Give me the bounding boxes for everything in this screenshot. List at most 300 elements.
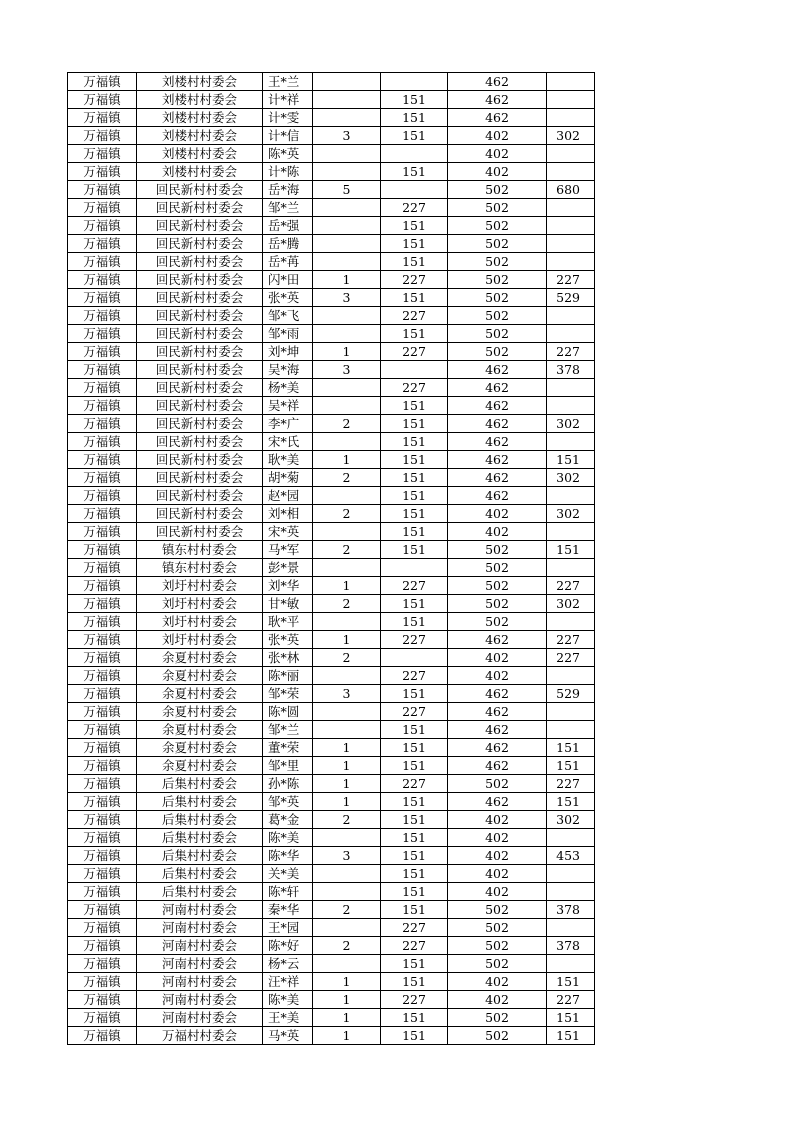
town-cell: 万福镇 <box>68 109 137 127</box>
town-cell: 万福镇 <box>68 613 137 631</box>
name-cell: 陈*英 <box>263 145 313 163</box>
value-b-cell: 502 <box>448 613 547 631</box>
table-row <box>68 631 595 649</box>
value-b-cell: 502 <box>448 343 547 361</box>
name-cell: 计*雯 <box>263 109 313 127</box>
count-cell: 1 <box>313 991 381 1009</box>
value-a-cell: 151 <box>381 163 448 181</box>
value-b-cell: 402 <box>448 829 547 847</box>
name-cell: 马*军 <box>263 541 313 559</box>
town-cell: 万福镇 <box>68 127 137 145</box>
name-cell: 董*荣 <box>263 739 313 757</box>
table-row <box>68 757 595 775</box>
town-cell: 万福镇 <box>68 253 137 271</box>
town-cell: 万福镇 <box>68 163 137 181</box>
town-cell: 万福镇 <box>68 991 137 1009</box>
table-row <box>68 163 595 181</box>
total-cell <box>547 325 595 343</box>
town-cell: 万福镇 <box>68 91 137 109</box>
total-cell <box>547 919 595 937</box>
town-cell: 万福镇 <box>68 523 137 541</box>
total-cell: 227 <box>547 649 595 667</box>
value-b-cell: 502 <box>448 559 547 577</box>
table-row <box>68 343 595 361</box>
town-cell: 万福镇 <box>68 829 137 847</box>
name-cell: 刘*相 <box>263 505 313 523</box>
count-cell <box>313 235 381 253</box>
village-cell: 回民新村村委会 <box>137 433 263 451</box>
table-row <box>68 1027 595 1045</box>
town-cell: 万福镇 <box>68 811 137 829</box>
village-cell: 后集村村委会 <box>137 775 263 793</box>
village-cell: 余夏村村委会 <box>137 721 263 739</box>
value-b-cell: 462 <box>448 451 547 469</box>
table-row <box>68 685 595 703</box>
value-a-cell: 151 <box>381 595 448 613</box>
value-b-cell: 502 <box>448 307 547 325</box>
table-row <box>68 739 595 757</box>
table-row <box>68 199 595 217</box>
village-cell: 回民新村村委会 <box>137 253 263 271</box>
name-cell: 邹*英 <box>263 793 313 811</box>
total-cell <box>547 73 595 91</box>
total-cell <box>547 703 595 721</box>
total-cell: 529 <box>547 289 595 307</box>
name-cell: 秦*华 <box>263 901 313 919</box>
village-cell: 余夏村村委会 <box>137 667 263 685</box>
value-a-cell: 151 <box>381 757 448 775</box>
count-cell <box>313 703 381 721</box>
count-cell <box>313 145 381 163</box>
village-cell: 河南村村委会 <box>137 955 263 973</box>
count-cell: 2 <box>313 901 381 919</box>
name-cell: 陈*华 <box>263 847 313 865</box>
count-cell: 1 <box>313 451 381 469</box>
town-cell: 万福镇 <box>68 379 137 397</box>
value-a-cell: 151 <box>381 721 448 739</box>
village-cell: 河南村村委会 <box>137 1009 263 1027</box>
town-cell: 万福镇 <box>68 469 137 487</box>
table-row <box>68 703 595 721</box>
value-b-cell: 502 <box>448 1009 547 1027</box>
village-cell: 回民新村村委会 <box>137 289 263 307</box>
village-cell: 后集村村委会 <box>137 883 263 901</box>
town-cell: 万福镇 <box>68 541 137 559</box>
village-cell: 刘圩村村委会 <box>137 613 263 631</box>
count-cell: 3 <box>313 127 381 145</box>
village-cell: 回民新村村委会 <box>137 397 263 415</box>
value-a-cell: 227 <box>381 307 448 325</box>
table-row <box>68 793 595 811</box>
count-cell: 1 <box>313 739 381 757</box>
value-a-cell: 151 <box>381 109 448 127</box>
name-cell: 宋*氏 <box>263 433 313 451</box>
table-row <box>68 613 595 631</box>
village-cell: 镇东村村委会 <box>137 541 263 559</box>
value-b-cell: 462 <box>448 415 547 433</box>
town-cell: 万福镇 <box>68 1009 137 1027</box>
value-a-cell: 227 <box>381 631 448 649</box>
value-b-cell: 462 <box>448 73 547 91</box>
value-a-cell <box>381 649 448 667</box>
value-a-cell: 227 <box>381 775 448 793</box>
total-cell: 151 <box>547 541 595 559</box>
village-cell: 余夏村村委会 <box>137 757 263 775</box>
total-cell: 151 <box>547 973 595 991</box>
value-a-cell: 151 <box>381 793 448 811</box>
value-b-cell: 402 <box>448 883 547 901</box>
value-a-cell: 151 <box>381 289 448 307</box>
total-cell <box>547 235 595 253</box>
town-cell: 万福镇 <box>68 451 137 469</box>
value-a-cell: 151 <box>381 217 448 235</box>
value-b-cell: 502 <box>448 919 547 937</box>
value-a-cell: 151 <box>381 487 448 505</box>
town-cell: 万福镇 <box>68 235 137 253</box>
total-cell: 680 <box>547 181 595 199</box>
total-cell: 378 <box>547 901 595 919</box>
town-cell: 万福镇 <box>68 667 137 685</box>
value-a-cell: 151 <box>381 883 448 901</box>
name-cell: 张*林 <box>263 649 313 667</box>
value-b-cell: 502 <box>448 235 547 253</box>
count-cell: 3 <box>313 685 381 703</box>
value-b-cell: 502 <box>448 325 547 343</box>
town-cell: 万福镇 <box>68 487 137 505</box>
table-row <box>68 73 595 91</box>
village-cell: 刘楼村村委会 <box>137 127 263 145</box>
total-cell: 227 <box>547 343 595 361</box>
village-cell: 刘楼村村委会 <box>137 109 263 127</box>
village-cell: 刘楼村村委会 <box>137 145 263 163</box>
total-cell: 529 <box>547 685 595 703</box>
value-b-cell: 462 <box>448 379 547 397</box>
village-cell: 余夏村村委会 <box>137 685 263 703</box>
total-cell: 302 <box>547 127 595 145</box>
total-cell: 378 <box>547 937 595 955</box>
name-cell: 甘*敏 <box>263 595 313 613</box>
count-cell: 1 <box>313 271 381 289</box>
value-b-cell: 462 <box>448 469 547 487</box>
village-cell: 回民新村村委会 <box>137 199 263 217</box>
village-cell: 回民新村村委会 <box>137 181 263 199</box>
value-a-cell: 151 <box>381 523 448 541</box>
count-cell <box>313 667 381 685</box>
total-cell <box>547 487 595 505</box>
value-a-cell: 227 <box>381 343 448 361</box>
count-cell <box>313 253 381 271</box>
count-cell: 2 <box>313 811 381 829</box>
village-cell: 回民新村村委会 <box>137 379 263 397</box>
value-a-cell: 227 <box>381 667 448 685</box>
table-row <box>68 775 595 793</box>
total-cell: 378 <box>547 361 595 379</box>
table-row <box>68 181 595 199</box>
town-cell: 万福镇 <box>68 793 137 811</box>
total-cell: 227 <box>547 775 595 793</box>
table-row <box>68 829 595 847</box>
town-cell: 万福镇 <box>68 883 137 901</box>
village-cell: 刘楼村村委会 <box>137 163 263 181</box>
total-cell <box>547 109 595 127</box>
value-a-cell: 151 <box>381 829 448 847</box>
value-a-cell: 151 <box>381 325 448 343</box>
name-cell: 葛*金 <box>263 811 313 829</box>
town-cell: 万福镇 <box>68 847 137 865</box>
value-a-cell: 151 <box>381 415 448 433</box>
value-b-cell: 462 <box>448 91 547 109</box>
value-b-cell: 502 <box>448 289 547 307</box>
table-row <box>68 811 595 829</box>
count-cell: 2 <box>313 505 381 523</box>
count-cell <box>313 217 381 235</box>
count-cell <box>313 523 381 541</box>
count-cell <box>313 829 381 847</box>
total-cell: 151 <box>547 739 595 757</box>
name-cell: 陈*美 <box>263 829 313 847</box>
name-cell: 耿*平 <box>263 613 313 631</box>
value-a-cell: 151 <box>381 469 448 487</box>
total-cell <box>547 613 595 631</box>
value-b-cell: 462 <box>448 487 547 505</box>
value-a-cell: 151 <box>381 1009 448 1027</box>
village-cell: 回民新村村委会 <box>137 451 263 469</box>
total-cell: 151 <box>547 757 595 775</box>
name-cell: 刘*坤 <box>263 343 313 361</box>
village-cell: 后集村村委会 <box>137 793 263 811</box>
total-cell <box>547 91 595 109</box>
total-cell: 227 <box>547 991 595 1009</box>
town-cell: 万福镇 <box>68 505 137 523</box>
town-cell: 万福镇 <box>68 739 137 757</box>
town-cell: 万福镇 <box>68 181 137 199</box>
value-a-cell: 227 <box>381 919 448 937</box>
count-cell: 1 <box>313 793 381 811</box>
name-cell: 王*园 <box>263 919 313 937</box>
name-cell: 吴*海 <box>263 361 313 379</box>
table-row <box>68 865 595 883</box>
name-cell: 杨*云 <box>263 955 313 973</box>
table-row <box>68 649 595 667</box>
count-cell: 5 <box>313 181 381 199</box>
town-cell: 万福镇 <box>68 577 137 595</box>
total-cell: 453 <box>547 847 595 865</box>
village-cell: 余夏村村委会 <box>137 649 263 667</box>
value-b-cell: 402 <box>448 991 547 1009</box>
value-b-cell: 462 <box>448 361 547 379</box>
total-cell <box>547 145 595 163</box>
table-row <box>68 523 595 541</box>
total-cell: 302 <box>547 811 595 829</box>
table-row <box>68 901 595 919</box>
name-cell: 陈*圆 <box>263 703 313 721</box>
value-b-cell: 502 <box>448 199 547 217</box>
town-cell: 万福镇 <box>68 595 137 613</box>
count-cell: 1 <box>313 1027 381 1045</box>
name-cell: 杨*美 <box>263 379 313 397</box>
name-cell: 彭*景 <box>263 559 313 577</box>
table-row <box>68 505 595 523</box>
value-a-cell <box>381 145 448 163</box>
count-cell: 1 <box>313 631 381 649</box>
total-cell <box>547 667 595 685</box>
table-row <box>68 271 595 289</box>
table-row <box>68 307 595 325</box>
count-cell <box>313 721 381 739</box>
table-row <box>68 721 595 739</box>
table-row <box>68 955 595 973</box>
village-cell: 回民新村村委会 <box>137 361 263 379</box>
name-cell: 耿*美 <box>263 451 313 469</box>
town-cell: 万福镇 <box>68 901 137 919</box>
value-b-cell: 402 <box>448 523 547 541</box>
name-cell: 岳*苒 <box>263 253 313 271</box>
value-a-cell: 227 <box>381 379 448 397</box>
village-cell: 余夏村村委会 <box>137 703 263 721</box>
value-b-cell: 402 <box>448 847 547 865</box>
table-row <box>68 235 595 253</box>
value-a-cell <box>381 73 448 91</box>
table-row <box>68 1009 595 1027</box>
village-cell: 回民新村村委会 <box>137 307 263 325</box>
total-cell <box>547 721 595 739</box>
village-cell: 万福村村委会 <box>137 1027 263 1045</box>
name-cell: 孙*陈 <box>263 775 313 793</box>
value-a-cell: 151 <box>381 613 448 631</box>
name-cell: 汪*祥 <box>263 973 313 991</box>
table-row <box>68 145 595 163</box>
table-row <box>68 109 595 127</box>
count-cell: 1 <box>313 775 381 793</box>
value-a-cell: 151 <box>381 397 448 415</box>
count-cell: 1 <box>313 343 381 361</box>
town-cell: 万福镇 <box>68 955 137 973</box>
count-cell <box>313 379 381 397</box>
village-cell: 后集村村委会 <box>137 829 263 847</box>
town-cell: 万福镇 <box>68 361 137 379</box>
total-cell: 151 <box>547 1027 595 1045</box>
total-cell <box>547 955 595 973</box>
value-b-cell: 502 <box>448 901 547 919</box>
value-a-cell: 151 <box>381 811 448 829</box>
value-a-cell: 227 <box>381 703 448 721</box>
value-b-cell: 502 <box>448 937 547 955</box>
count-cell <box>313 955 381 973</box>
count-cell <box>313 307 381 325</box>
town-cell: 万福镇 <box>68 631 137 649</box>
value-b-cell: 462 <box>448 757 547 775</box>
value-b-cell: 462 <box>448 433 547 451</box>
value-b-cell: 402 <box>448 649 547 667</box>
value-a-cell: 151 <box>381 739 448 757</box>
count-cell <box>313 325 381 343</box>
town-cell: 万福镇 <box>68 145 137 163</box>
town-cell: 万福镇 <box>68 433 137 451</box>
count-cell <box>313 109 381 127</box>
value-a-cell: 151 <box>381 955 448 973</box>
town-cell: 万福镇 <box>68 1027 137 1045</box>
total-cell: 302 <box>547 505 595 523</box>
town-cell: 万福镇 <box>68 685 137 703</box>
table-row <box>68 667 595 685</box>
table-row <box>68 127 595 145</box>
count-cell <box>313 919 381 937</box>
village-cell: 回民新村村委会 <box>137 523 263 541</box>
count-cell <box>313 613 381 631</box>
town-cell: 万福镇 <box>68 865 137 883</box>
value-a-cell: 227 <box>381 199 448 217</box>
total-cell: 302 <box>547 469 595 487</box>
table-row <box>68 577 595 595</box>
town-cell: 万福镇 <box>68 397 137 415</box>
table-row <box>68 559 595 577</box>
value-a-cell: 151 <box>381 253 448 271</box>
village-cell: 回民新村村委会 <box>137 325 263 343</box>
name-cell: 岳*强 <box>263 217 313 235</box>
count-cell: 1 <box>313 577 381 595</box>
name-cell: 吴*祥 <box>263 397 313 415</box>
table-row <box>68 253 595 271</box>
count-cell: 2 <box>313 595 381 613</box>
village-cell: 刘圩村村委会 <box>137 595 263 613</box>
village-cell: 回民新村村委会 <box>137 217 263 235</box>
name-cell: 陈*好 <box>263 937 313 955</box>
total-cell <box>547 379 595 397</box>
name-cell: 邹*荣 <box>263 685 313 703</box>
value-a-cell <box>381 559 448 577</box>
total-cell: 151 <box>547 793 595 811</box>
name-cell: 王*兰 <box>263 73 313 91</box>
value-b-cell: 402 <box>448 865 547 883</box>
total-cell <box>547 397 595 415</box>
value-b-cell: 462 <box>448 793 547 811</box>
town-cell: 万福镇 <box>68 415 137 433</box>
town-cell: 万福镇 <box>68 937 137 955</box>
village-cell: 河南村村委会 <box>137 991 263 1009</box>
table-row <box>68 595 595 613</box>
total-cell <box>547 307 595 325</box>
value-b-cell: 462 <box>448 631 547 649</box>
value-a-cell: 151 <box>381 451 448 469</box>
name-cell: 邹*兰 <box>263 199 313 217</box>
value-b-cell: 502 <box>448 577 547 595</box>
town-cell: 万福镇 <box>68 199 137 217</box>
value-a-cell: 151 <box>381 541 448 559</box>
count-cell: 3 <box>313 847 381 865</box>
total-cell <box>547 883 595 901</box>
value-a-cell: 151 <box>381 901 448 919</box>
value-a-cell <box>381 181 448 199</box>
value-a-cell: 151 <box>381 973 448 991</box>
name-cell: 关*美 <box>263 865 313 883</box>
town-cell: 万福镇 <box>68 73 137 91</box>
village-cell: 回民新村村委会 <box>137 343 263 361</box>
value-a-cell: 227 <box>381 577 448 595</box>
count-cell <box>313 487 381 505</box>
total-cell <box>547 163 595 181</box>
count-cell: 2 <box>313 415 381 433</box>
table-row <box>68 397 595 415</box>
count-cell <box>313 91 381 109</box>
table-row <box>68 325 595 343</box>
table-row <box>68 919 595 937</box>
value-b-cell: 502 <box>448 1027 547 1045</box>
total-cell <box>547 199 595 217</box>
name-cell: 陈*美 <box>263 991 313 1009</box>
table-row <box>68 883 595 901</box>
town-cell: 万福镇 <box>68 919 137 937</box>
count-cell: 2 <box>313 541 381 559</box>
